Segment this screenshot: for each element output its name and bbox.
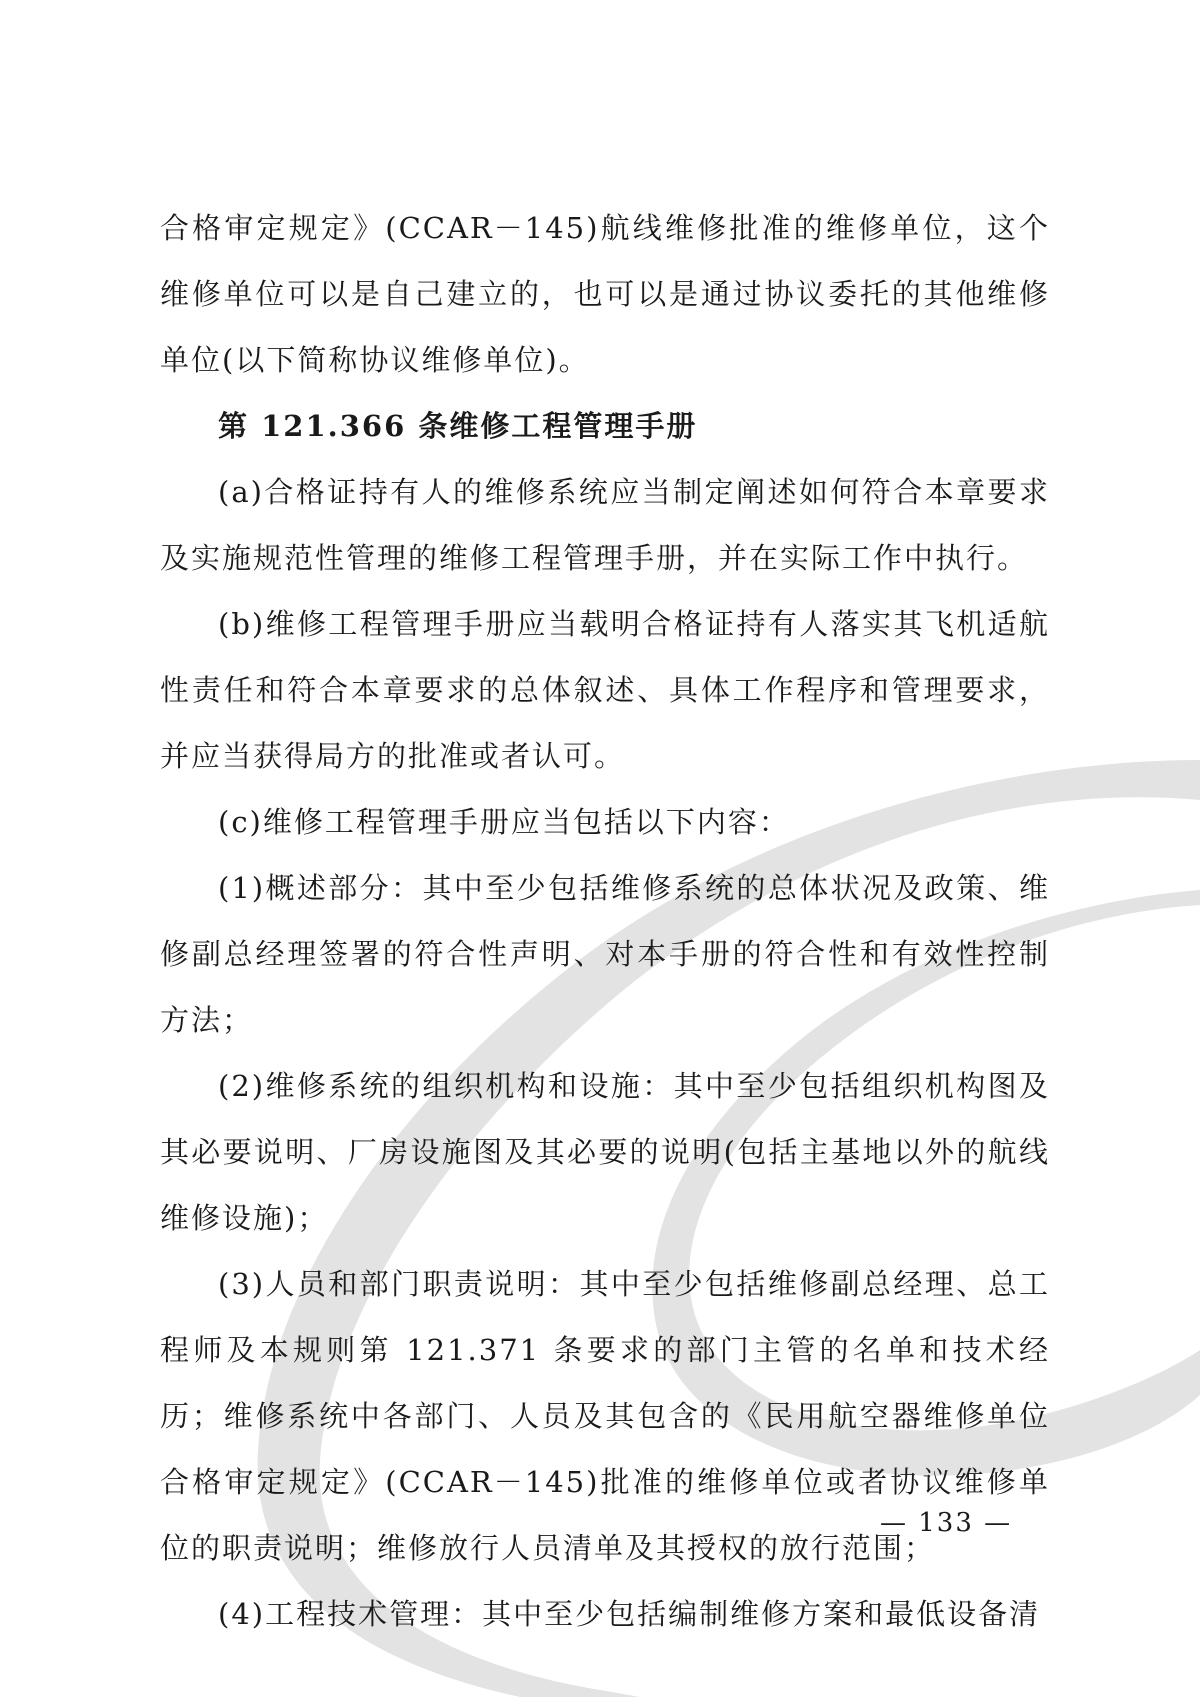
item-2: (2)维修系统的组织机构和设施：其中至少包括组织机构图及其必要说明、厂房设施图及其必要的说明(包括主基地以外的航线维修设施)； <box>160 1069 1050 1235</box>
paragraph-b: (b)维修工程管理手册应当载明合格证持有人落实其飞机适航性责任和符合本章要求的总体叙述、具体工作程序和管理要求，并应当获得局方的批准或者认可。 <box>160 607 1050 773</box>
item-1: (1)概述部分：其中至少包括维修系统的总体状况及政策、维修副总经理签署的符合性声明、对本手册的符合性和有效性控制方法； <box>160 871 1050 1037</box>
page-number: — 133 — <box>880 1508 1013 1538</box>
item-4: (4)工程技术管理：其中至少包括编制维修方案和最低设备清 <box>218 1597 1041 1631</box>
article-heading: 第 121.366 条维修工程管理手册 <box>218 409 698 443</box>
paragraph-a: (a)合格证持有人的维修系统应当制定阐述如何符合本章要求及实施规范性管理的维修工程管理手册，并在实际工作中执行。 <box>160 475 1050 575</box>
paragraph-c: (c)维修工程管理手册应当包括以下内容： <box>218 805 790 839</box>
paragraph-continuation: 合格审定规定》(CCAR－145)航线维修批准的维修单位，这个维修单位可以是自己建立的，也可以是通过协议委托的其他维修单位(以下简称协议维修单位)。 <box>160 211 1050 377</box>
item-3: (3)人员和部门职责说明：其中至少包括维修副总经理、总工程师及本规则第 121.371 条要求的部门主管的名单和技术经历；维修系统中各部门、人员及其包含的《民用航空器维修单位合格审定规定》(CCAR－145)批准的维修单位或者协议维修单位的职责说明；维修放行人员清单及其授权的放行范围； <box>160 1267 1050 1565</box>
page-body <box>160 195 1050 1647</box>
